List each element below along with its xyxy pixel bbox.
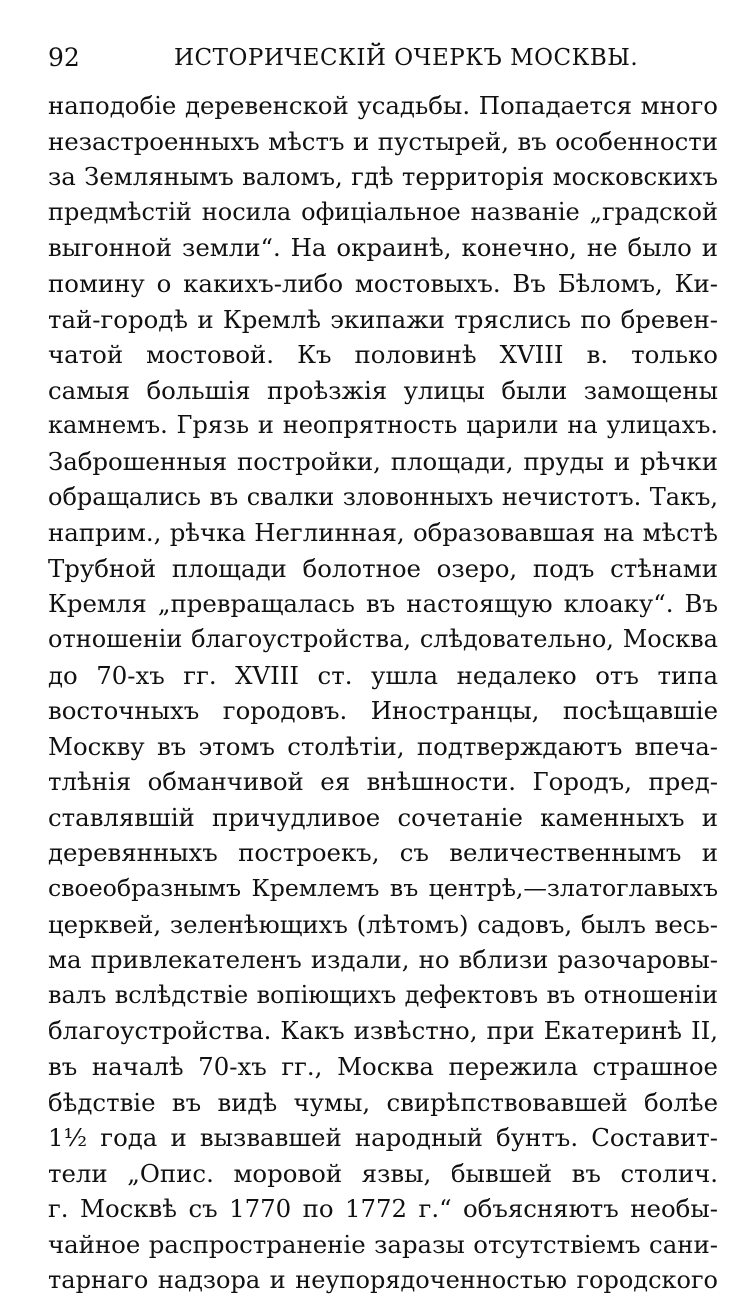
text-line: отношеніи благоустройства, слѣдовательно, Москва: [48, 624, 718, 653]
text-line: ставлявшій причудливое сочетаніе каменныхъ и: [48, 802, 718, 832]
text-line: тели „Опис. моровой язвы, бывшей въ столич.: [48, 1158, 718, 1188]
text-line: наприм., рѣчка Неглинная, образовавшая на мѣстѣ: [48, 518, 718, 548]
text-line: Заброшенныя постройки, площади, пруды и рѣчки: [48, 446, 718, 476]
text-line: выгонной земли“. На окраинѣ, конечно, не было и: [48, 233, 718, 263]
text-line: чайное распространеніе заразы отсутствіемъ сани-: [48, 1230, 718, 1259]
text-line: камнемъ. Грязь и неопрятность царили на улицахъ.: [48, 411, 718, 440]
text-line: до 70-хъ гг. XVIII ст. ушла недалеко отъ типа: [48, 660, 718, 690]
text-line: деревянныхъ построекъ, съ величественнымъ и: [48, 838, 718, 868]
text-line: предмѣстій носила офиціальное названіе „градской: [48, 197, 718, 226]
page-header: [48, 40, 718, 76]
text-line: ма привлекателенъ издали, но вблизи разочаровы-: [48, 945, 718, 975]
text-line: своеобразнымъ Кремлемъ въ центрѣ,—златоглавыхъ: [48, 874, 718, 903]
text-line: самыя большія проѣзжія улицы были замощены: [48, 375, 718, 405]
text-line: бѣдствіе въ видѣ чумы, свирѣпствовавшей болѣе: [48, 1087, 718, 1117]
text-line: 1½ года и вызвавшей народный бунтъ. Составит-: [48, 1123, 718, 1153]
text-line: наподобіе деревенской усадьбы. Попадается много: [48, 91, 718, 120]
text-line: обращались въ свалки зловонныхъ нечистотъ. Такъ,: [48, 482, 718, 511]
text-line: церквей, зеленѣющихъ (лѣтомъ) садовъ, былъ весь-: [48, 909, 718, 939]
text-line: Кремля „превращалась въ настоящую клоаку“. Въ: [48, 589, 718, 619]
text-line: въ началѣ 70-хъ гг., Москва пережила страшное: [48, 1052, 718, 1082]
text-line: помину о какихъ-либо мостовыхъ. Въ Бѣломъ, Ки-: [48, 268, 718, 298]
text-line: Трубной площади болотное озеро, подъ стѣнами: [48, 553, 718, 583]
text-line: за Землянымъ валомъ, гдѣ территорія московскихъ: [48, 162, 718, 192]
text-line: тай-городѣ и Кремлѣ экипажи тряслись по бревен-: [48, 304, 718, 334]
text-line: тарнаго надзора и неупорядоченностью городского: [48, 1265, 718, 1294]
text-line: Москву въ этомъ столѣтіи, подтверждаютъ впеча-: [48, 731, 718, 761]
text-line: валъ вслѣдствіе вопіющихъ дефектовъ въ отношеніи: [48, 980, 718, 1009]
text-line: тлѣнія обманчивой ея внѣшности. Городъ, пред-: [48, 767, 718, 797]
page-number: 92: [48, 43, 80, 72]
running-title: ИСТОРИЧЕСКІЙ ОЧЕРКЪ МОСКВЫ.: [174, 45, 639, 71]
body-text: [48, 88, 718, 1298]
text-line: восточныхъ городовъ. Иностранцы, посѣщавшіе: [48, 696, 718, 726]
text-line: чатой мостовой. Къ половинѣ XVIII в. только: [48, 340, 718, 370]
text-line: благоустройства. Какъ извѣстно, при Екатеринѣ II,: [48, 1016, 718, 1046]
text-line: незастроенныхъ мѣстъ и пустырей, въ особенности: [48, 126, 718, 156]
text-line: г. Москвѣ съ 1770 по 1772 г.“ объясняютъ необы-: [48, 1194, 718, 1224]
